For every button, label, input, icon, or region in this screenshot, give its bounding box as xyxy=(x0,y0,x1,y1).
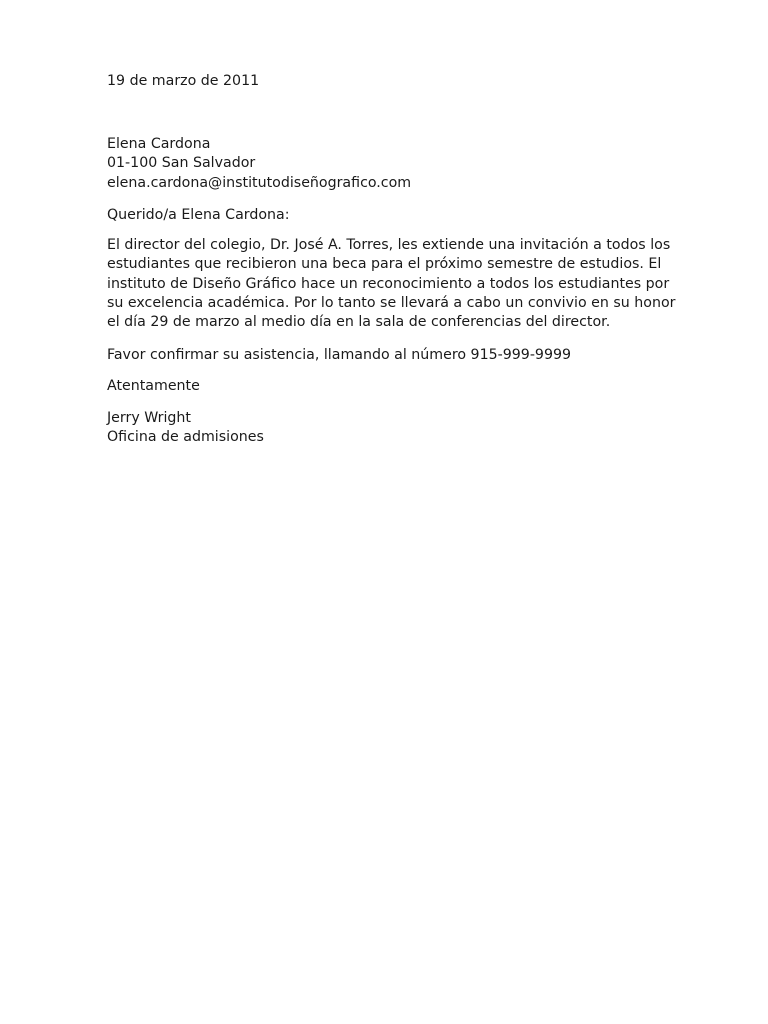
recipient-block xyxy=(107,135,667,193)
recipient-email: elena.cardona@institutodiseñografico.com xyxy=(107,174,412,191)
body-paragraph xyxy=(107,236,676,332)
salutation xyxy=(107,206,667,225)
letter-date xyxy=(107,72,667,91)
confirmation-paragraph xyxy=(107,346,667,365)
closing-text: Atentamente xyxy=(107,378,200,394)
closing xyxy=(107,377,667,396)
signature-block xyxy=(107,409,667,448)
body-line: el día 29 de marzo al medio día en la sala de conferencias del director. xyxy=(107,314,611,331)
body-line: su excelencia académica. Por lo tanto se llevará a cabo un convivio en su honor xyxy=(107,294,676,311)
body-line: El director del colegio, Dr. José A. Torres, les extiende una invitación a todos los xyxy=(107,237,671,253)
body-line: estudiantes que recibieron una beca para el próximo semestre de estudios. El xyxy=(107,256,662,273)
date-text: 19 de marzo de 2011 xyxy=(107,73,260,89)
salutation-text: Querido/a Elena Cardona: xyxy=(107,207,290,223)
recipient-address: 01-100 San Salvador xyxy=(107,155,256,172)
recipient-name: Elena Cardona xyxy=(107,136,211,152)
body-line: instituto de Diseño Gráfico hace un reconocimiento a todos los estudiantes por xyxy=(107,275,670,292)
confirmation-text: Favor confirmar su asistencia, llamando al número 915-999-9999 xyxy=(107,347,572,363)
signature-name: Jerry Wright xyxy=(107,410,191,426)
signature-office: Oficina de admisiones xyxy=(107,429,264,446)
